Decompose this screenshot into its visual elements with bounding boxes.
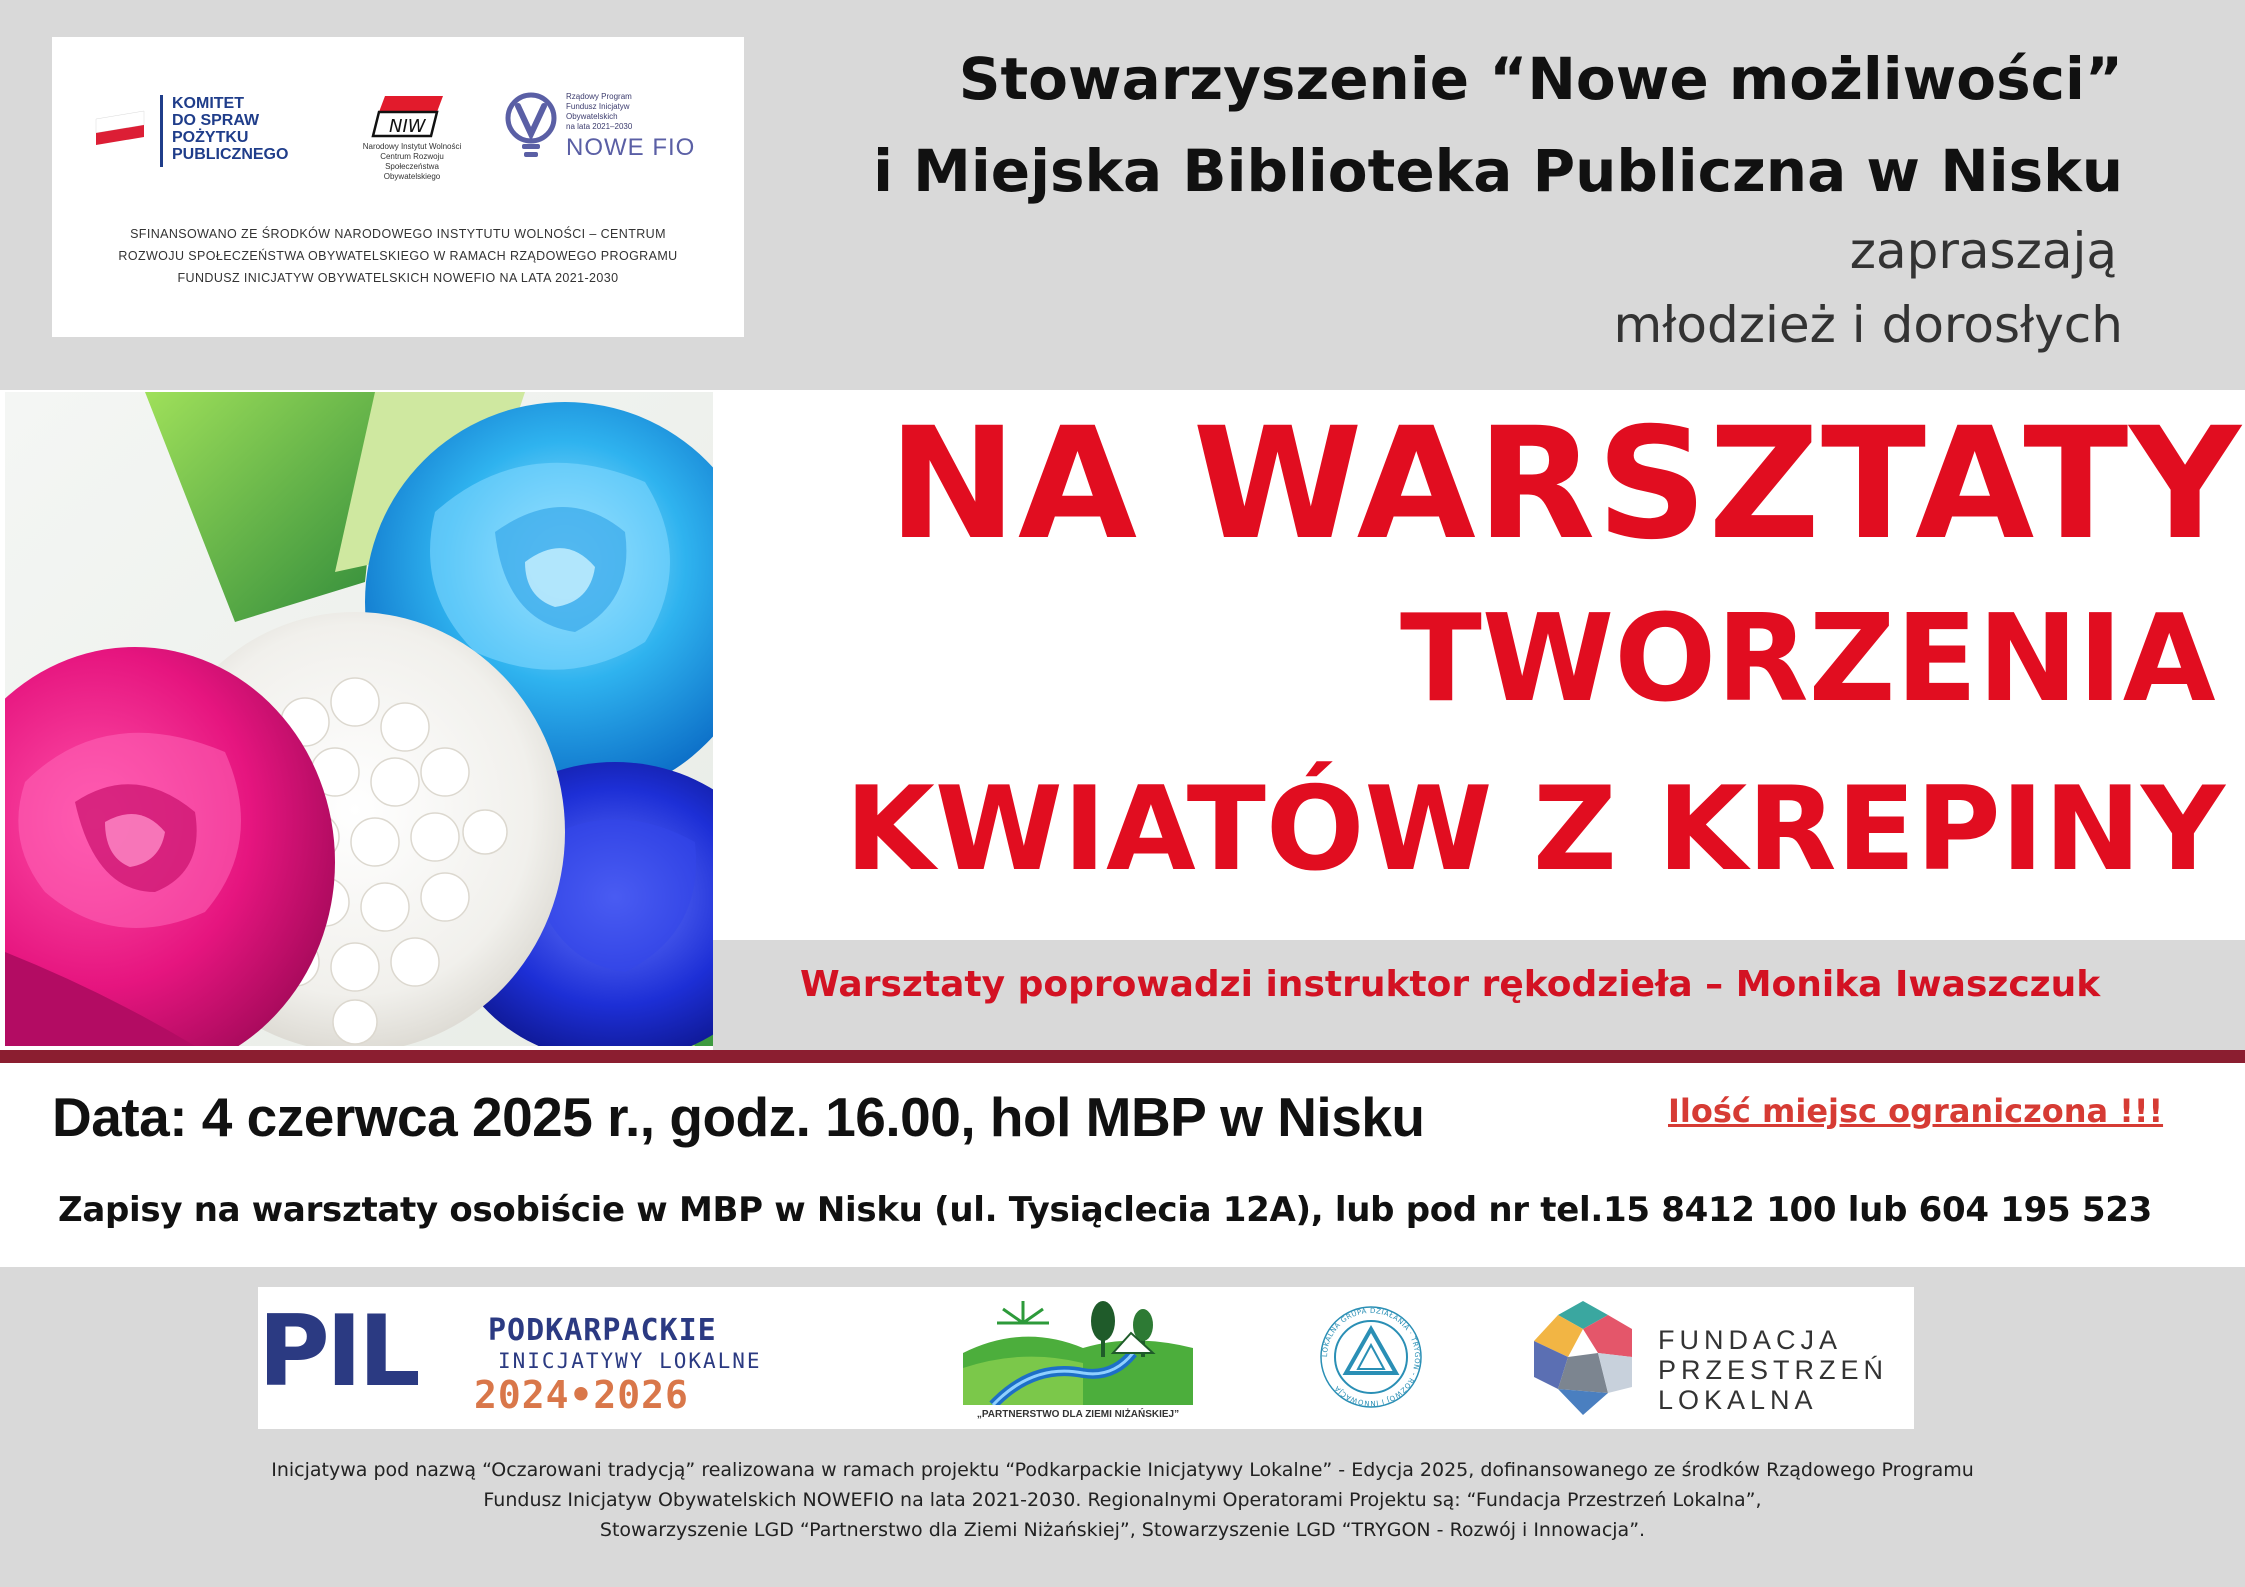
pil-letters: PIL: [258, 1295, 417, 1409]
footer-line: Stowarzyszenie LGD “Partnerstwo dla Ziemi Niżańskiej”, Stowarzyszenie LGD “TRYGON - Rozwój i Innowacja”.: [599, 1519, 1646, 1541]
komitet-logo: [92, 95, 322, 175]
partner-logos-box: [258, 1287, 1914, 1429]
event-date-line: Data: 4 czerwca 2025 r., godz. 16.00, hol MBP w Nisku: [52, 1086, 1425, 1148]
lightbulb-icon: [504, 92, 558, 164]
niw-logo: [357, 92, 467, 202]
komitet-divider: [160, 95, 163, 167]
organizer-line-2: i Miejska Biblioteka Publiczna w Nisku: [873, 137, 2123, 205]
polish-flag-icon: [92, 105, 152, 145]
funding-note: [77, 223, 719, 289]
organizer-line-1: Stowarzyszenie “Nowe możliwości”: [958, 45, 2123, 113]
hexagon-mosaic-icon: [1528, 1297, 1638, 1419]
komitet-label: KOMITET DO SPRAW POŻYTKU PUBLICZNEGO: [172, 95, 289, 163]
pil-line-2: INICJATYWY LOKALNE: [498, 1349, 762, 1373]
funding-note-line: SFINANSOWANO ZE ŚRODKÓW NARODOWEGO INSTYTUTU WOLNOŚCI – CENTRUM: [130, 227, 666, 241]
invite-line-2: młodzież i dorosłych: [1613, 296, 2123, 354]
signup-info: Zapisy na warsztaty osobiście w MBP w Nisku (ul. Tysiąclecia 12A), lub pod nr tel.15 8412 100 lub 604 195 523: [58, 1190, 2152, 1230]
niw-mark-label: NIW: [389, 116, 426, 137]
footer-line: Inicjatywa pod nazwą “Oczarowani tradycją” realizowana w ramach projektu “Podkarpackie Inicjatywy Lokalne” - Edycja 2025, dofinansowanego ze środków Rządowego Programu: [271, 1459, 1974, 1481]
fpl-label: FUNDACJA PRZESTRZEŃ LOKALNA: [1658, 1325, 1889, 1415]
trygon-logo-icon: [1316, 1299, 1426, 1415]
title-line-3: KWIATÓW Z KREPINY: [845, 762, 2226, 897]
nowe-fio-logo: [504, 92, 704, 202]
lgd-partnerstwo-logo: [963, 1293, 1193, 1423]
pil-logo: [258, 1295, 798, 1417]
footer-line: Fundusz Inicjatyw Obywatelskich NOWEFIO na lata 2021-2030. Regionalnymi Operatorami Projektu są: “Fundacja Przestrzeń Lokalna”,: [483, 1489, 1762, 1511]
fio-program-text: Rządowy Program Fundusz Inicjatyw Obywatelskich na lata 2021–2030: [566, 92, 633, 131]
limited-seats-notice: Ilość miejsc ograniczona !!!: [1668, 1092, 2164, 1130]
niw-mark-icon: [371, 92, 451, 140]
crepe-paper-flowers-photo: [5, 392, 713, 1046]
invite-line-1: zapraszają: [1849, 222, 2117, 280]
pil-line-1: PODKARPACKIE: [488, 1313, 717, 1348]
fundacja-przestrzen-lokalna-logo: [1528, 1297, 1898, 1419]
instructor-line: Warsztaty poprowadzi instruktor rękodzieła – Monika Iwaszczuk: [800, 964, 2101, 1005]
funding-logos-box: [52, 37, 744, 337]
title-line-2: TWORZENIA: [1400, 590, 2216, 729]
funding-note-line: FUNDUSZ INICJATYW OBYWATELSKICH NOWEFIO NA LATA 2021-2030: [177, 271, 619, 285]
trygon-ring-text: LOKALNA GRUPA DZIAŁANIA · TRYGON - ROZWÓJ I INNOWACJA: [1320, 1306, 1422, 1408]
title-line-1: NA WARSZTATY: [888, 395, 2242, 574]
niw-caption: Narodowy Instytut Wolności Centrum Rozwoju Społeczeństwa Obywatelskiego: [362, 142, 462, 181]
divider-rule: [0, 1050, 2245, 1063]
pil-line-3: 2024•2026: [474, 1373, 689, 1417]
lgd-caption: „PARTNERSTWO DLA ZIEMI NIŻAŃSKIEJ”: [976, 1409, 1180, 1420]
landscape-icon: [963, 1293, 1193, 1405]
fio-name: NOWE FIO: [566, 134, 696, 161]
funding-note-line: ROZWOJU SPOŁECZEŃSTWA OBYWATELSKIEGO W RAMACH RZĄDOWEGO PROGRAMU: [118, 249, 678, 263]
footer-note: [100, 1455, 2145, 1545]
